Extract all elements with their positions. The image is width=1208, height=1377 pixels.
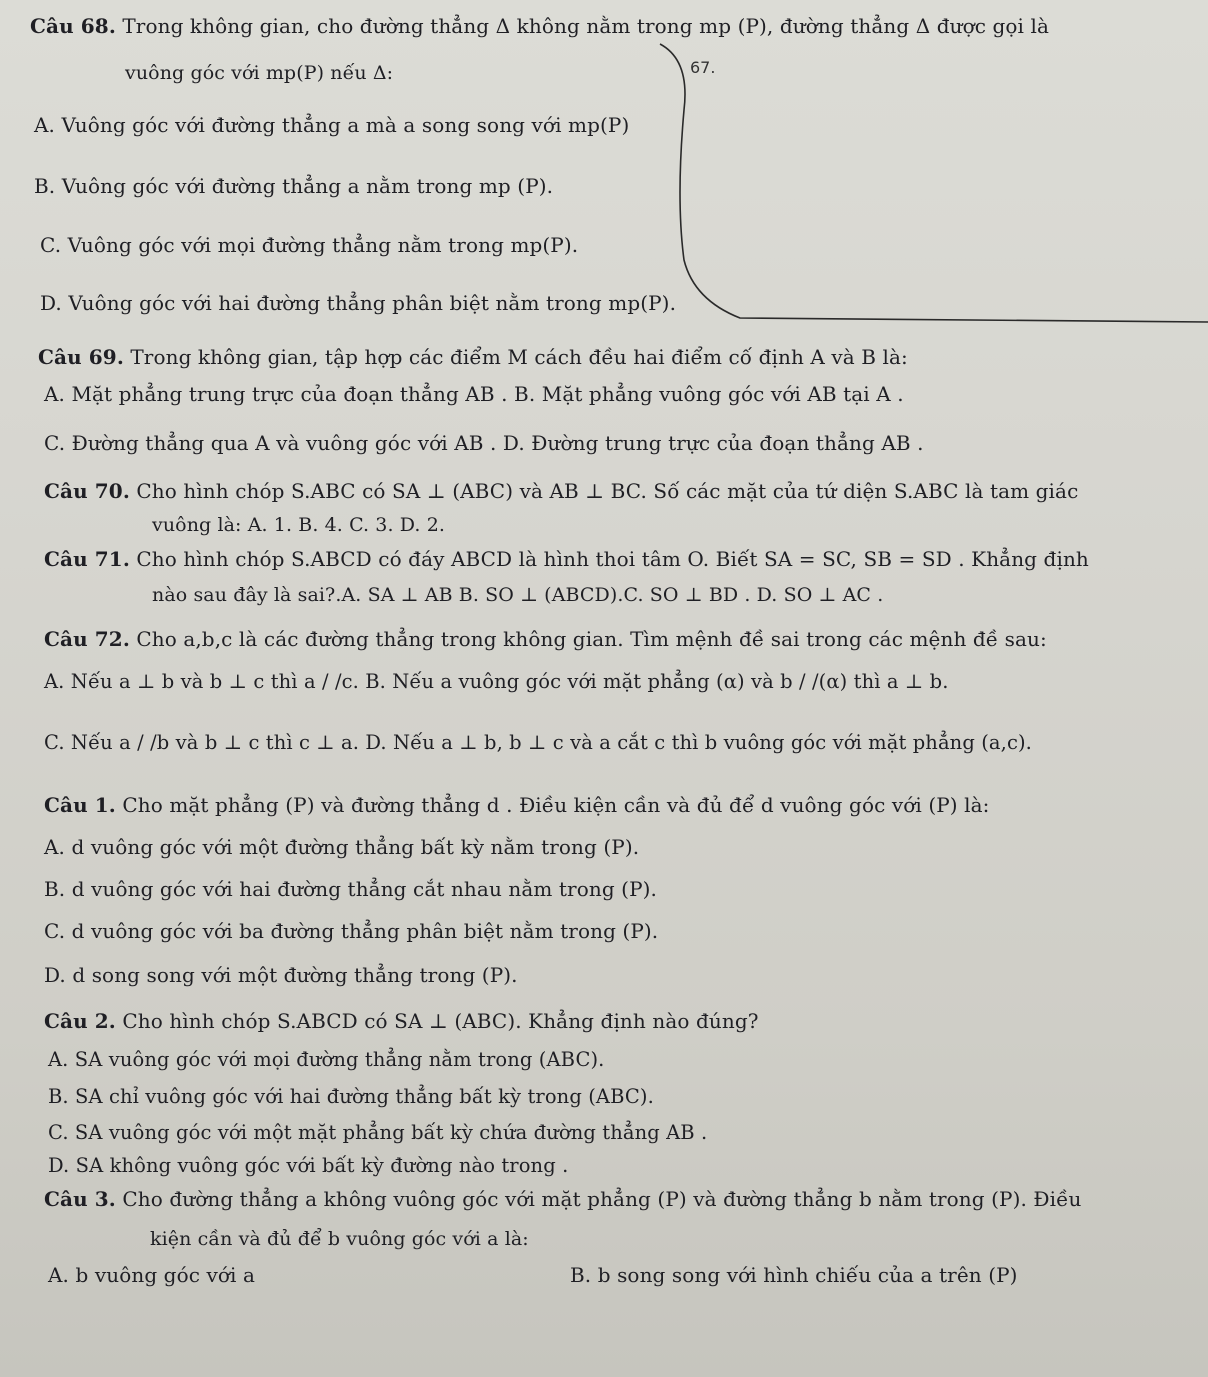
q68-stem-line1: Câu 68. Trong không gian, cho đường thẳng Δ không nằm trong mp (P), đường thẳng Δ được gọi là <box>30 14 1050 38</box>
c1-option-d: D. d song song với một đường thẳng trong (P). <box>44 963 518 987</box>
q68-option-b: B. Vuông góc với đường thẳng a nằm trong mp (P). <box>34 174 554 198</box>
q69-options-cd: C. Đường thẳng qua A và vuông góc với AB . D. Đường trung trực của đoạn thẳng AB . <box>44 431 924 455</box>
c3-option-b: B. b song song với hình chiếu của a trên (P) <box>570 1263 1018 1287</box>
q72-stem: Câu 72. Cho a,b,c là các đường thẳng trong không gian. Tìm mệnh đề sai trong các mệnh đề sau: <box>44 627 1047 651</box>
q68-label: Câu 68. <box>30 14 116 38</box>
c2-option-d: D. SA không vuông góc với bất kỳ đường nào trong . <box>48 1154 569 1177</box>
q69-stem: Câu 69. Trong không gian, tập hợp các điểm M cách đều hai điểm cố định A và B là: <box>38 345 908 369</box>
q69-options-ab: A. Mặt phẳng trung trực của đoạn thẳng AB . B. Mặt phẳng vuông góc với AB tại A . <box>44 382 904 406</box>
q71-label: Câu 71. <box>44 547 130 571</box>
q68-option-d: D. Vuông góc với hai đường thẳng phân biệt nằm trong mp(P). <box>40 291 677 315</box>
q71-stem-line2: nào sau đây là sai?.A. SA ⊥ AB B. SO ⊥ (ABCD).C. SO ⊥ BD . D. SO ⊥ AC . <box>152 584 884 606</box>
c1-option-a: A. d vuông góc với một đường thẳng bất kỳ nằm trong (P). <box>44 835 640 859</box>
q71-stem-line1: Câu 71. Cho hình chóp S.ABCD có đáy ABCD là hình thoi tâm O. Biết SA = SC, SB = SD . Khẳng định <box>44 547 1089 571</box>
c2-option-c: C. SA vuông góc với một mặt phẳng bất kỳ chứa đường thẳng AB . <box>48 1121 708 1144</box>
c1-stem: Câu 1. Cho mặt phẳng (P) và đường thẳng d . Điều kiện cần và đủ để d vuông góc với (P) là: <box>44 793 990 817</box>
c2-option-a: A. SA vuông góc với mọi đường thẳng nằm trong (ABC). <box>48 1048 605 1071</box>
q69-label: Câu 69. <box>38 345 124 369</box>
q72-options-cd: C. Nếu a / /b và b ⊥ c thì c ⊥ a. D. Nếu a ⊥ b, b ⊥ c và a cắt c thì b vuông góc với mặt phẳng (a,c). <box>44 731 1032 754</box>
c3-option-a: A. b vuông góc với a <box>48 1263 255 1287</box>
c2-option-b: B. SA chỉ vuông góc với hai đường thẳng bất kỳ trong (ABC). <box>48 1085 654 1108</box>
c3-stem-line1: Câu 3. Cho đường thẳng a không vuông góc với mặt phẳng (P) và đường thẳng b nằm trong (P). Điều <box>44 1187 1082 1211</box>
c1-label: Câu 1. <box>44 793 116 817</box>
q68-option-c: C. Vuông góc với mọi đường thẳng nằm trong mp(P). <box>40 233 579 257</box>
q72-label: Câu 72. <box>44 627 130 651</box>
q70-label: Câu 70. <box>44 479 130 503</box>
c3-label: Câu 3. <box>44 1187 116 1211</box>
c2-label: Câu 2. <box>44 1009 116 1033</box>
q68-option-a: A. Vuông góc với đường thẳng a mà a song song với mp(P) <box>34 113 630 137</box>
c1-option-b: B. d vuông góc với hai đường thẳng cắt nhau nằm trong (P). <box>44 877 658 901</box>
q70-stem-line2: vuông là: A. 1. B. 4. C. 3. D. 2. <box>152 514 446 536</box>
q70-stem-line1: Câu 70. Cho hình chóp S.ABC có SA ⊥ (ABC) và AB ⊥ BC. Số các mặt của tứ diện S.ABC là tam giác <box>44 479 1079 503</box>
q72-options-ab: A. Nếu a ⊥ b và b ⊥ c thì a / /c. B. Nếu a vuông góc với mặt phẳng (α) và b / /(α) thì a ⊥ b. <box>44 670 949 693</box>
c2-stem: Câu 2. Cho hình chóp S.ABCD có SA ⊥ (ABC). Khẳng định nào đúng? <box>44 1009 759 1033</box>
handwritten-note: 67. <box>690 58 716 77</box>
c1-option-c: C. d vuông góc với ba đường thẳng phân biệt nằm trong (P). <box>44 919 659 943</box>
q68-stem-line2: vuông góc với mp(P) nếu Δ: <box>125 62 394 84</box>
c3-stem-line2: kiện cần và đủ để b vuông góc với a là: <box>150 1228 529 1250</box>
